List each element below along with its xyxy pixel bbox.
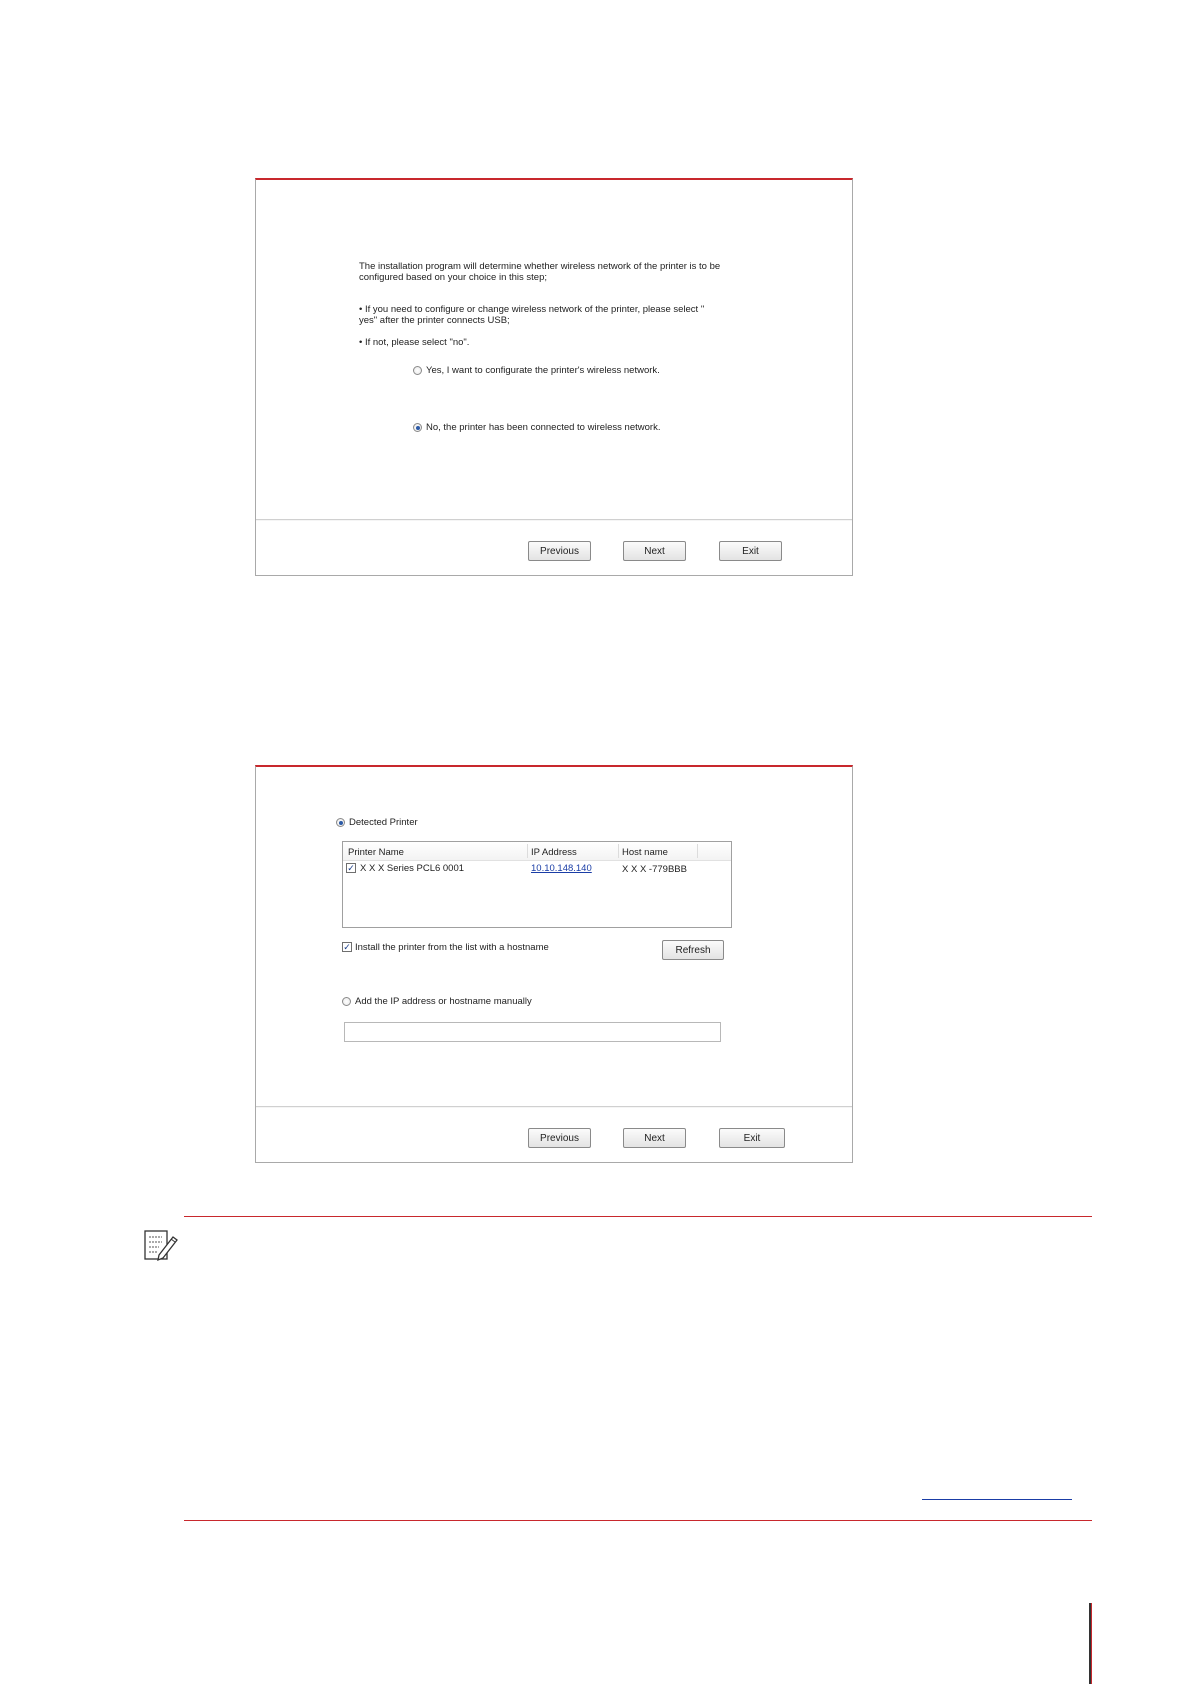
page-edge-bar xyxy=(1089,1603,1092,1684)
note-bottom-rule xyxy=(184,1520,1092,1521)
column-divider xyxy=(697,844,698,858)
bullet-configure-line-1: • If you need to configure or change wireless network of the printer, please select " xyxy=(359,304,705,315)
printer-name-cell: X X X Series PCL6 0001 xyxy=(360,863,465,874)
install-hostname-checkbox[interactable]: ✓ xyxy=(343,942,351,952)
bullet-configure-line-2: yes" after the printer connects USB; xyxy=(359,315,510,326)
printer-ip-link[interactable]: 10.10.148.140 xyxy=(531,863,592,874)
radio-yes-configure[interactable] xyxy=(413,366,422,375)
exit-button[interactable]: Exit xyxy=(719,541,782,561)
footer-divider xyxy=(256,519,852,520)
previous-button[interactable]: Previous xyxy=(528,1128,591,1148)
column-ip-address[interactable]: IP Address xyxy=(531,847,577,858)
column-divider xyxy=(527,844,528,858)
radio-detected-printer[interactable] xyxy=(336,818,345,827)
note-top-rule xyxy=(184,1216,1092,1217)
option-yes-label[interactable]: Yes, I want to configurate the printer's wireless network. xyxy=(426,365,660,376)
footer-divider xyxy=(256,1106,852,1107)
column-host-name[interactable]: Host name xyxy=(622,847,668,858)
radio-no-connected[interactable] xyxy=(413,423,422,432)
column-printer-name[interactable]: Printer Name xyxy=(348,847,404,858)
exit-button[interactable]: Exit xyxy=(719,1128,785,1148)
intro-line-2: configured based on your choice in this step; xyxy=(359,272,548,283)
wireless-config-dialog xyxy=(255,178,853,576)
printer-list[interactable] xyxy=(342,841,732,928)
previous-button[interactable]: Previous xyxy=(528,541,591,561)
install-hostname-label[interactable]: Install the printer from the list with a hostname xyxy=(355,942,549,953)
link-underline xyxy=(922,1499,1072,1500)
printer-host-cell: X X X -779BBB xyxy=(622,864,687,875)
ip-hostname-input[interactable] xyxy=(344,1022,721,1042)
intro-line-1: The installation program will determine whether wireless network of the printer is to be xyxy=(359,261,721,272)
next-button[interactable]: Next xyxy=(623,1128,686,1148)
radio-add-manually[interactable] xyxy=(342,997,351,1006)
option-no-label[interactable]: No, the printer has been connected to wireless network. xyxy=(426,422,661,433)
add-manually-label[interactable]: Add the IP address or hostname manually xyxy=(355,996,532,1007)
column-divider xyxy=(618,844,619,858)
refresh-button[interactable]: Refresh xyxy=(662,940,724,960)
next-button[interactable]: Next xyxy=(623,541,686,561)
printer-list-header xyxy=(343,842,731,861)
note-pencil-icon xyxy=(143,1229,179,1263)
printer-row-checkbox[interactable]: ✓ xyxy=(347,863,355,873)
bullet-no: • If not, please select "no". xyxy=(359,337,470,348)
printer-select-dialog xyxy=(255,765,853,1163)
detected-printer-label[interactable]: Detected Printer xyxy=(349,817,418,828)
